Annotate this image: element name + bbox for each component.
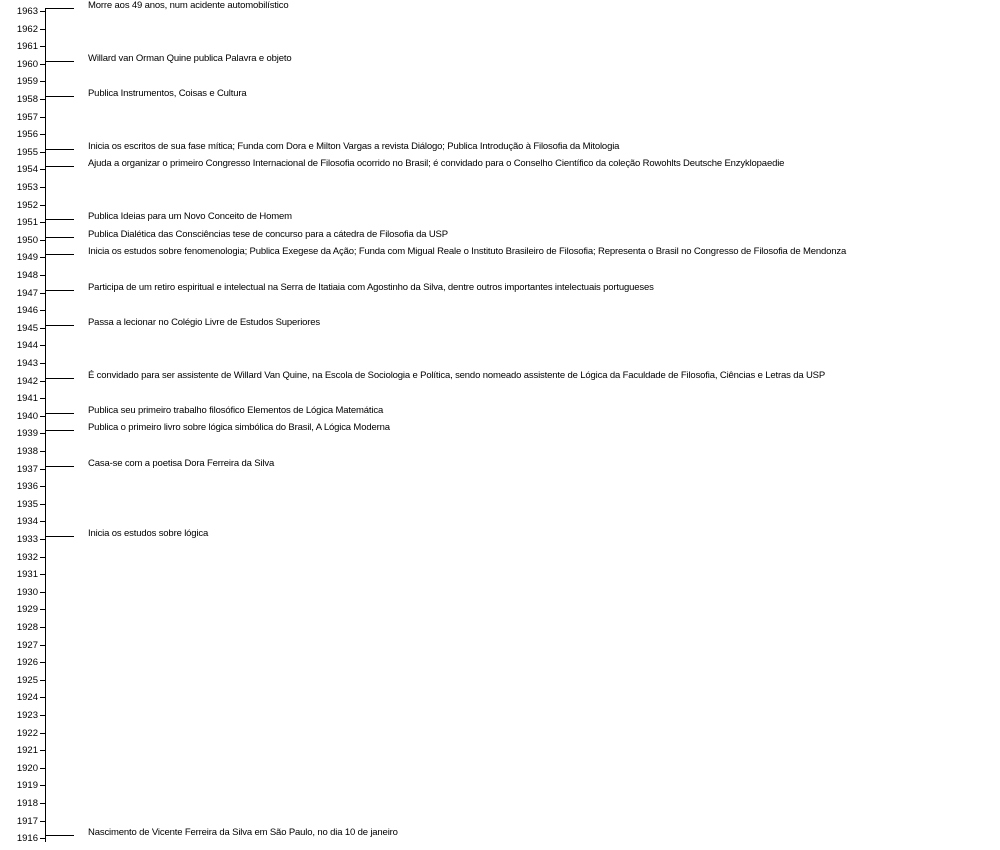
year-tick-1962 — [40, 29, 45, 30]
year-label-1957: 1957 — [16, 111, 38, 123]
event-text-1933: Inicia os estudos sobre lógica — [88, 528, 209, 539]
year-tick-1925 — [40, 680, 45, 681]
event-text-1945: Passa a lecionar no Colégio Livre de Estudos Superiores — [88, 317, 321, 328]
year-label-1952: 1952 — [16, 199, 38, 211]
year-tick-1928 — [40, 627, 45, 628]
year-label-1963: 1963 — [16, 6, 38, 17]
year-label-1951: 1951 — [16, 217, 38, 229]
year-label-1942: 1942 — [16, 375, 38, 387]
year-tick-1920 — [40, 768, 45, 769]
event-connector-1949 — [45, 254, 74, 255]
year-tick-1939 — [40, 433, 45, 434]
year-label-1919: 1919 — [16, 780, 38, 792]
year-tick-1941 — [40, 398, 45, 399]
year-label-1925: 1925 — [16, 674, 38, 686]
year-label-1921: 1921 — [16, 745, 38, 757]
year-label-1927: 1927 — [16, 639, 38, 651]
year-label-1930: 1930 — [16, 586, 38, 598]
year-label-1931: 1931 — [16, 569, 38, 581]
year-tick-1946 — [40, 310, 45, 311]
event-connector-1937 — [45, 466, 74, 467]
event-text-1955: Inicia os escritos de sua fase mítica; Funda com Dora e Milton Vargas a revista Diálogo; Publica Introdução à Filosofia da Mitologia — [88, 141, 620, 152]
year-tick-1963 — [40, 11, 45, 12]
event-connector-1942 — [45, 378, 74, 379]
event-connector-1951 — [45, 219, 74, 220]
event-text-1958: Publica Instrumentos, Coisas e Cultura — [88, 88, 247, 99]
event-text-1947: Participa de um retiro espiritual e intelectual na Serra de Itatiaia com Agostinho da Silva, dentre outros importantes intelectuais portugueses — [88, 282, 654, 293]
event-text-1937: Casa-se com a poetisa Dora Ferreira da Silva — [88, 458, 275, 469]
year-label-1922: 1922 — [16, 727, 38, 739]
year-label-1917: 1917 — [16, 815, 38, 827]
year-label-1946: 1946 — [16, 305, 38, 317]
event-connector-1954 — [45, 166, 74, 167]
year-tick-1943 — [40, 363, 45, 364]
year-tick-1922 — [40, 733, 45, 734]
event-text-1949: Inicia os estudos sobre fenomenologia; Publica Exegese da Ação; Funda com Migual Reale o Instituto Brasileiro de Filosofia; Representa o Brasil no Congresso de Filosofia de Mendonza — [88, 246, 847, 257]
event-connector-1916 — [45, 835, 74, 836]
event-connector-1950 — [45, 237, 74, 238]
year-tick-1932 — [40, 557, 45, 558]
year-label-1962: 1962 — [16, 23, 38, 35]
year-label-1918: 1918 — [16, 798, 38, 809]
year-label-1960: 1960 — [16, 58, 38, 70]
year-label-1949: 1949 — [16, 252, 38, 264]
year-tick-1927 — [40, 645, 45, 646]
year-tick-1958 — [40, 99, 45, 100]
year-tick-1917 — [40, 821, 45, 822]
year-tick-1918 — [40, 803, 45, 804]
year-tick-1937 — [40, 469, 45, 470]
year-tick-1938 — [40, 451, 45, 452]
year-label-1924: 1924 — [16, 692, 38, 704]
year-label-1940: 1940 — [16, 410, 38, 422]
year-label-1944: 1944 — [16, 340, 38, 352]
year-tick-1936 — [40, 486, 45, 487]
year-label-1941: 1941 — [16, 393, 38, 405]
event-connector-1940 — [45, 413, 74, 414]
event-connector-1933 — [45, 536, 74, 537]
year-tick-1954 — [40, 169, 45, 170]
year-label-1950: 1950 — [16, 234, 38, 246]
year-label-1943: 1943 — [16, 358, 38, 369]
event-text-1939: Publica o primeiro livro sobre lógica simbólica do Brasil, A Lógica Moderna — [88, 422, 390, 433]
year-label-1948: 1948 — [16, 270, 38, 281]
event-text-1954: Ajuda a organizar o primeiro Congresso Internacional de Filosofia ocorrido no Brasil; é convidado para o Conselho Científico da coleção Rowohlts Deutsche Enzyklopaedie — [88, 158, 785, 169]
year-label-1936: 1936 — [16, 481, 38, 493]
year-tick-1942 — [40, 381, 45, 382]
year-label-1933: 1933 — [16, 534, 38, 545]
event-connector-1955 — [45, 149, 74, 150]
year-tick-1919 — [40, 785, 45, 786]
event-text-1963: Morre aos 49 anos, num acidente automobilístico — [88, 0, 289, 11]
year-tick-1948 — [40, 275, 45, 276]
year-tick-1944 — [40, 345, 45, 346]
year-label-1945: 1945 — [16, 322, 38, 334]
year-tick-1959 — [40, 81, 45, 82]
year-tick-1952 — [40, 205, 45, 206]
year-label-1938: 1938 — [16, 446, 38, 457]
year-label-1920: 1920 — [16, 762, 38, 774]
event-connector-1947 — [45, 290, 74, 291]
year-tick-1931 — [40, 574, 45, 575]
year-label-1937: 1937 — [16, 463, 38, 475]
year-tick-1960 — [40, 64, 45, 65]
year-label-1947: 1947 — [16, 287, 38, 299]
year-label-1956: 1956 — [16, 129, 38, 141]
event-connector-1945 — [45, 325, 74, 326]
timeline-axis-line — [45, 8, 46, 842]
year-tick-1923 — [40, 715, 45, 716]
year-tick-1950 — [40, 240, 45, 241]
year-label-1934: 1934 — [16, 516, 38, 528]
year-label-1961: 1961 — [16, 41, 38, 53]
year-label-1916: 1916 — [16, 833, 38, 845]
event-connector-1960 — [45, 61, 74, 62]
year-label-1953: 1953 — [16, 182, 38, 193]
event-connector-1939 — [45, 430, 74, 431]
year-label-1935: 1935 — [16, 498, 38, 510]
year-label-1926: 1926 — [16, 657, 38, 669]
year-tick-1924 — [40, 697, 45, 698]
year-tick-1916 — [40, 838, 45, 839]
event-text-1950: Publica Dialética das Consciências tese de concurso para a cátedra de Filosofia da USP — [88, 229, 448, 240]
event-connector-1958 — [45, 96, 74, 97]
year-tick-1949 — [40, 257, 45, 258]
event-text-1951: Publica Ideias para um Novo Conceito de Homem — [88, 211, 292, 222]
event-text-1960: Willard van Orman Quine publica Palavra e objeto — [88, 53, 292, 64]
year-label-1928: 1928 — [16, 622, 38, 633]
event-text-1916: Nascimento de Vicente Ferreira da Silva em São Paulo, no dia 10 de janeiro — [88, 827, 398, 838]
year-tick-1940 — [40, 416, 45, 417]
year-tick-1933 — [40, 539, 45, 540]
event-text-1940: Publica seu primeiro trabalho filosófico Elementos de Lógica Matemática — [88, 405, 384, 416]
year-tick-1955 — [40, 152, 45, 153]
year-label-1932: 1932 — [16, 551, 38, 563]
year-tick-1930 — [40, 592, 45, 593]
year-tick-1935 — [40, 504, 45, 505]
year-tick-1953 — [40, 187, 45, 188]
year-label-1923: 1923 — [16, 710, 38, 721]
year-tick-1926 — [40, 662, 45, 663]
year-tick-1947 — [40, 293, 45, 294]
year-label-1955: 1955 — [16, 146, 38, 158]
year-tick-1945 — [40, 328, 45, 329]
year-tick-1956 — [40, 134, 45, 135]
year-tick-1921 — [40, 750, 45, 751]
year-tick-1934 — [40, 521, 45, 522]
year-tick-1961 — [40, 46, 45, 47]
event-connector-1963 — [45, 8, 74, 9]
year-label-1939: 1939 — [16, 428, 38, 440]
year-label-1958: 1958 — [16, 94, 38, 105]
year-label-1959: 1959 — [16, 76, 38, 88]
year-tick-1957 — [40, 117, 45, 118]
year-tick-1929 — [40, 609, 45, 610]
year-tick-1951 — [40, 222, 45, 223]
year-label-1929: 1929 — [16, 604, 38, 616]
year-label-1954: 1954 — [16, 164, 38, 176]
event-text-1942: É convidado para ser assistente de Willard Van Quine, na Escola de Sociologia e Política, sendo nomeado assistente de Lógica da Faculdade de Filosofia, Ciências e Letras da USP — [88, 370, 826, 381]
